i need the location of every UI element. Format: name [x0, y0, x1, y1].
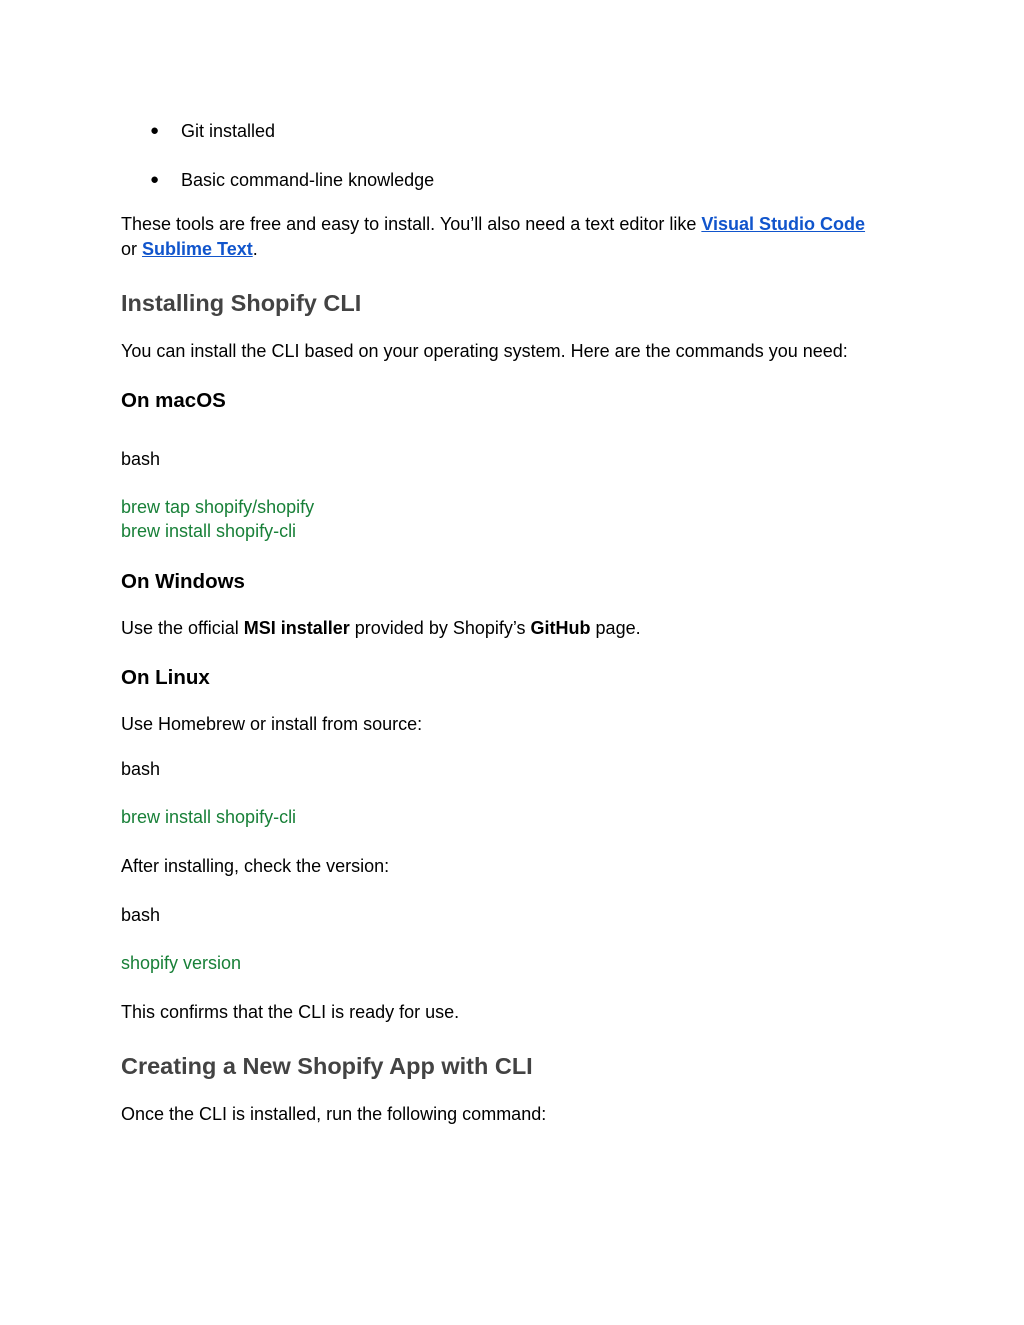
- intro-paragraph-line-1: [121, 213, 865, 235]
- bold-text: GitHub: [530, 618, 591, 638]
- bullet-marker: ●: [150, 122, 160, 139]
- heading-on-linux: On Linux: [121, 666, 210, 689]
- paragraph-text: provided by Shopify’s: [349, 618, 531, 638]
- paragraph: After installing, check the version:: [121, 856, 390, 876]
- code-line: brew install shopify-cli: [121, 807, 297, 827]
- intro-text: or: [121, 239, 143, 259]
- paragraph-text: Use the official: [121, 618, 244, 638]
- code-line: brew tap shopify/shopify: [121, 497, 315, 517]
- windows-paragraph: [121, 617, 641, 639]
- heading-on-macos: On macOS: [121, 389, 226, 412]
- bullet-marker: ●: [150, 171, 160, 188]
- paragraph: Use Homebrew or install from source:: [121, 714, 423, 734]
- code-language-label: bash: [121, 759, 161, 779]
- sublime-text-link[interactable]: Sublime Text: [142, 239, 253, 259]
- code-language-label: bash: [121, 449, 161, 469]
- code-line: brew install shopify-cli: [121, 521, 297, 541]
- paragraph: You can install the CLI based on your operating system. Here are the commands you need:: [121, 341, 848, 361]
- paragraph-text: page.: [590, 618, 641, 638]
- code-language-label: bash: [121, 905, 161, 925]
- paragraph: Once the CLI is installed, run the following command:: [121, 1104, 547, 1124]
- heading-installing-shopify-cli: Installing Shopify CLI: [121, 290, 362, 316]
- visual-studio-code-link[interactable]: Visual Studio Code: [701, 214, 866, 234]
- bold-text: MSI installer: [243, 618, 350, 638]
- intro-text: .: [252, 239, 258, 259]
- intro-text: These tools are free and easy to install. You’ll also need a text editor like: [121, 214, 702, 234]
- heading-creating-new-app: Creating a New Shopify App with CLI: [121, 1053, 533, 1079]
- list-item: Git installed: [181, 121, 276, 141]
- code-line: shopify version: [121, 953, 242, 973]
- paragraph: This confirms that the CLI is ready for use.: [121, 1002, 460, 1022]
- list-item: Basic command-line knowledge: [181, 170, 435, 190]
- heading-on-windows: On Windows: [121, 570, 245, 593]
- intro-paragraph-line-2: [121, 238, 258, 260]
